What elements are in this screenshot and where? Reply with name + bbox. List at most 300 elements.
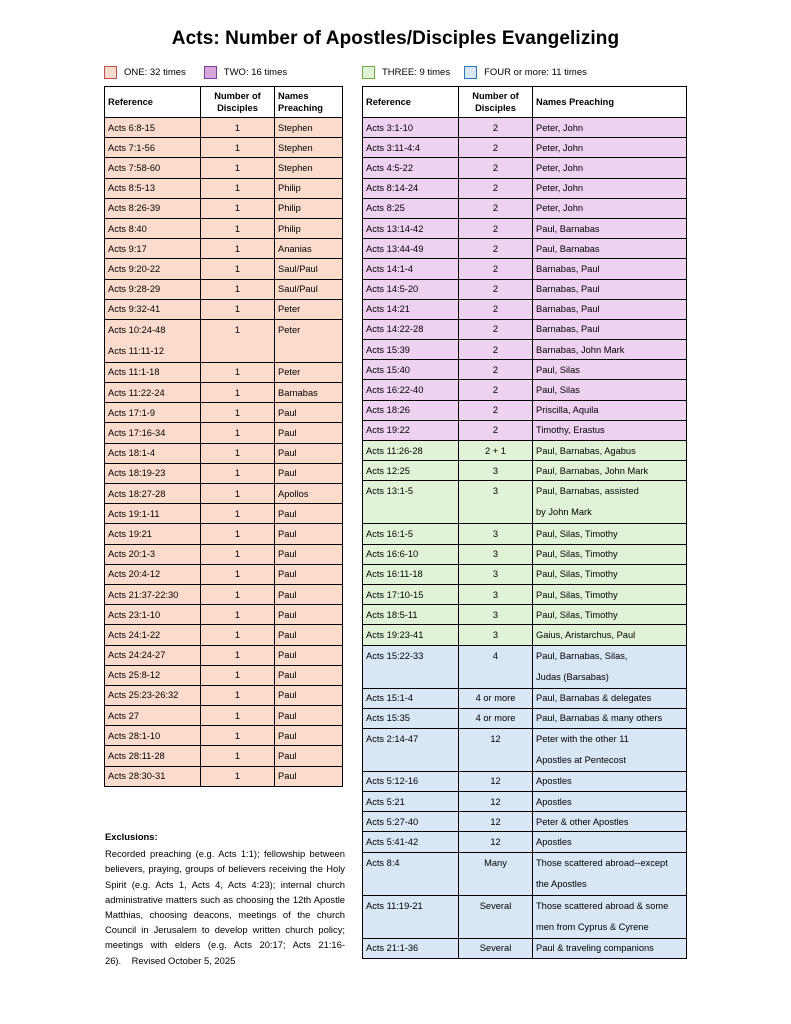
- names-cell: Paul, Silas, Timothy: [533, 605, 687, 625]
- number-cell: 1: [201, 299, 275, 319]
- names-cell: [533, 852, 687, 895]
- exclusions-text: Recorded preaching (e.g. Acts 1:1); fellowship between believers, praying, groups of believers receiving the Holy Spirit (e.g. Acts 1, Acts 4, Acts 4:23); internal church administrative matters such as choosing the 12th Apostle Matthias, choosing deacons, meetings of the church Council in Jerusalem to develop written church policy; meetings with elders (e.g. Acts 20:17; Acts 21:16-26).: [105, 848, 345, 966]
- number-cell: 2: [459, 340, 533, 360]
- table-row: [363, 158, 687, 178]
- reference-cell: Acts 6:8-15: [105, 118, 201, 138]
- table-row: [363, 461, 687, 481]
- reference-cell: Acts 19:22: [363, 420, 459, 440]
- table-row: [363, 771, 687, 791]
- reference-cell: Acts 14:1-4: [363, 259, 459, 279]
- names-cell: Paul: [275, 584, 343, 604]
- table-row: [105, 484, 343, 504]
- names-cell: Stephen: [275, 138, 343, 158]
- names-cell: Apostles: [533, 792, 687, 812]
- table-row: [363, 319, 687, 339]
- names-cell: Paul, Silas, Timothy: [533, 544, 687, 564]
- number-cell: 1: [201, 665, 275, 685]
- table-row: [105, 218, 343, 238]
- table-row: [363, 688, 687, 708]
- number-cell: 1: [201, 138, 275, 158]
- reference-cell: Acts 19:1-11: [105, 504, 201, 524]
- number-cell: 2: [459, 299, 533, 319]
- number-cell: 2 + 1: [459, 441, 533, 461]
- reference-cell: Acts 16:1-5: [363, 524, 459, 544]
- names-cell: Paul, Barnabas: [533, 239, 687, 259]
- names-cell: Paul: [275, 605, 343, 625]
- number-cell: 1: [201, 198, 275, 218]
- reference-cell: Acts 11:22-24: [105, 383, 201, 403]
- reference-cell: Acts 18:1-4: [105, 443, 201, 463]
- header-reference: Reference: [105, 87, 201, 118]
- names-cell: Paul: [275, 544, 343, 564]
- names-cell: Paul & traveling companions: [533, 938, 687, 958]
- table-row: [363, 832, 687, 852]
- table-row: [363, 138, 687, 158]
- names-cell: Apollos: [275, 484, 343, 504]
- reference-cell: Acts 18:27-28: [105, 484, 201, 504]
- reference-cell: Acts 16:22-40: [363, 380, 459, 400]
- reference-cell: Acts 5:21: [363, 792, 459, 812]
- names-cell: [533, 645, 687, 688]
- table-row: [105, 362, 343, 382]
- number-cell: 1: [201, 319, 275, 362]
- number-cell: 2: [459, 360, 533, 380]
- table-row: [363, 544, 687, 564]
- number-cell: 1: [201, 726, 275, 746]
- names-cell: Paul, Barnabas, John Mark: [533, 461, 687, 481]
- revised-date: Revised October 5, 2025: [131, 954, 236, 966]
- names-cell: Barnabas, Paul: [533, 319, 687, 339]
- reference-cell: Acts 12:25: [363, 461, 459, 481]
- names-cell: Saul/Paul: [275, 259, 343, 279]
- reference-cell: Acts 7:1-56: [105, 138, 201, 158]
- names-cell: Paul: [275, 403, 343, 423]
- number-cell: 2: [459, 239, 533, 259]
- names-cell: Philip: [275, 198, 343, 218]
- exclusions-note: [105, 829, 345, 968]
- page-title: Acts: Number of Apostles/Disciples Evangelizing: [171, 28, 620, 49]
- names-cell: Paul, Barnabas, Agabus: [533, 441, 687, 461]
- reference-cell: [105, 319, 201, 362]
- reference-cell: Acts 16:6-10: [363, 544, 459, 564]
- legend-item-one: [104, 66, 186, 79]
- table-row: [105, 158, 343, 178]
- reference-cell: Acts 5:12-16: [363, 771, 459, 791]
- names-cell: Priscilla, Aquila: [533, 400, 687, 420]
- reference-cell: Acts 8:5-13: [105, 178, 201, 198]
- names-cell: Peter, John: [533, 158, 687, 178]
- table-row: [105, 319, 343, 362]
- number-cell: 3: [459, 481, 533, 524]
- reference-cell: Acts 14:22-28: [363, 319, 459, 339]
- number-cell: 2: [459, 420, 533, 440]
- number-cell: 3: [459, 524, 533, 544]
- names-cell: Peter: [275, 319, 343, 362]
- names-cell: Barnabas, Paul: [533, 259, 687, 279]
- legend-label: FOUR or more: 11 times: [484, 66, 587, 78]
- table-row: [363, 380, 687, 400]
- names-cell: Paul, Silas, Timothy: [533, 524, 687, 544]
- table-row: [363, 118, 687, 138]
- number-cell: 3: [459, 584, 533, 604]
- exclusions-heading: Exclusions:: [105, 831, 158, 842]
- names-cell: Stephen: [275, 158, 343, 178]
- reference-cell: Acts 11:19-21: [363, 895, 459, 938]
- table-row: [105, 259, 343, 279]
- names-cell: Paul, Barnabas & many others: [533, 708, 687, 728]
- names-cell: Paul: [275, 625, 343, 645]
- names-cell: Paul: [275, 524, 343, 544]
- reference-cell-line: Acts 10:24-48: [108, 324, 166, 335]
- table-row: [363, 198, 687, 218]
- names-cell: Saul/Paul: [275, 279, 343, 299]
- reference-cell: Acts 24:24-27: [105, 645, 201, 665]
- number-cell: 2: [459, 279, 533, 299]
- legend-swatch: [204, 66, 217, 79]
- number-cell: 1: [201, 239, 275, 259]
- number-cell: 1: [201, 259, 275, 279]
- number-cell: 3: [459, 564, 533, 584]
- table-row: [363, 481, 687, 524]
- reference-cell: Acts 11:26-28: [363, 441, 459, 461]
- table-row: [363, 584, 687, 604]
- reference-cell: Acts 9:20-22: [105, 259, 201, 279]
- reference-cell: Acts 8:25: [363, 198, 459, 218]
- number-cell: 4: [459, 645, 533, 688]
- names-cell: Barnabas, Paul: [533, 279, 687, 299]
- names-cell: Paul: [275, 766, 343, 786]
- names-cell: Philip: [275, 218, 343, 238]
- number-cell: 4 or more: [459, 688, 533, 708]
- table-row: [105, 584, 343, 604]
- names-cell: Gaius, Aristarchus, Paul: [533, 625, 687, 645]
- names-cell-line: by John Mark: [536, 507, 592, 518]
- legend-swatch: [104, 66, 117, 79]
- legend-label: THREE: 9 times: [382, 66, 451, 78]
- names-cell: Paul, Silas: [533, 360, 687, 380]
- reference-cell: Acts 18:19-23: [105, 463, 201, 483]
- number-cell: 2: [459, 218, 533, 238]
- table-row: [363, 728, 687, 771]
- reference-cell: Acts 14:21: [363, 299, 459, 319]
- names-cell-line: the Apostles: [536, 878, 587, 889]
- reference-cell: Acts 17:1-9: [105, 403, 201, 423]
- names-cell: Paul: [275, 706, 343, 726]
- reference-cell: Acts 28:11-28: [105, 746, 201, 766]
- table-row: [105, 423, 343, 443]
- table-row: [363, 812, 687, 832]
- names-cell: Paul: [275, 726, 343, 746]
- number-cell: 1: [201, 544, 275, 564]
- number-cell: 1: [201, 746, 275, 766]
- table-row: [363, 938, 687, 958]
- table-row: [105, 279, 343, 299]
- legend-right: [362, 64, 597, 80]
- reference-cell: Acts 3:1-10: [363, 118, 459, 138]
- table-row: [363, 645, 687, 688]
- table-row: [105, 706, 343, 726]
- number-cell: 1: [201, 766, 275, 786]
- names-cell: Timothy, Erastus: [533, 420, 687, 440]
- table-row: [105, 198, 343, 218]
- number-cell: 12: [459, 771, 533, 791]
- legend-item-two: [204, 66, 287, 79]
- names-cell: Paul: [275, 685, 343, 705]
- number-cell: 3: [459, 625, 533, 645]
- names-cell: Paul: [275, 423, 343, 443]
- number-cell: 1: [201, 158, 275, 178]
- reference-cell: Acts 13:1-5: [363, 481, 459, 524]
- number-cell: 3: [459, 605, 533, 625]
- reference-cell: Acts 15:1-4: [363, 688, 459, 708]
- reference-cell: Acts 15:39: [363, 340, 459, 360]
- reference-cell: Acts 25:23-26:32: [105, 685, 201, 705]
- reference-cell: Acts 8:26-39: [105, 198, 201, 218]
- reference-cell: Acts 21:1-36: [363, 938, 459, 958]
- number-cell: 4 or more: [459, 708, 533, 728]
- reference-cell: Acts 19:23-41: [363, 625, 459, 645]
- legend-swatch: [362, 66, 375, 79]
- reference-cell: Acts 20:1-3: [105, 544, 201, 564]
- number-cell: 1: [201, 524, 275, 544]
- table-row: [363, 400, 687, 420]
- header-names: Names Preaching: [275, 87, 343, 118]
- number-cell: Many: [459, 852, 533, 895]
- table-row: [105, 239, 343, 259]
- reference-cell: Acts 3:11-4:4: [363, 138, 459, 158]
- reference-cell: Acts 27: [105, 706, 201, 726]
- names-cell-line: Peter with the other 11: [536, 733, 629, 744]
- reference-cell: Acts 8:4: [363, 852, 459, 895]
- number-cell: 1: [201, 484, 275, 504]
- table-row: [363, 259, 687, 279]
- reference-cell: Acts 13:14-42: [363, 218, 459, 238]
- table-row: [363, 340, 687, 360]
- names-cell: Barnabas, Paul: [533, 299, 687, 319]
- reference-cell: Acts 9:17: [105, 239, 201, 259]
- reference-cell: Acts 7:58-60: [105, 158, 201, 178]
- number-cell: 12: [459, 832, 533, 852]
- number-cell: 1: [201, 504, 275, 524]
- table-row: [105, 463, 343, 483]
- table-row: [363, 299, 687, 319]
- reference-cell: Acts 14:5-20: [363, 279, 459, 299]
- names-cell: Apostles: [533, 832, 687, 852]
- table-row: [105, 665, 343, 685]
- table-row: [363, 605, 687, 625]
- number-cell: 1: [201, 403, 275, 423]
- number-cell: 1: [201, 584, 275, 604]
- table-row: [363, 420, 687, 440]
- number-cell: 1: [201, 685, 275, 705]
- table-row: [363, 895, 687, 938]
- reference-cell: Acts 4:5-22: [363, 158, 459, 178]
- table-row: [363, 625, 687, 645]
- table-row: [105, 138, 343, 158]
- number-cell: 1: [201, 118, 275, 138]
- table-row: [105, 178, 343, 198]
- table-row: [105, 118, 343, 138]
- header-number: Number of Disciples: [201, 87, 275, 118]
- names-cell: [533, 895, 687, 938]
- number-cell: 2: [459, 138, 533, 158]
- legend-swatch: [464, 66, 477, 79]
- header-reference: Reference: [363, 87, 459, 118]
- reference-cell: Acts 17:16-34: [105, 423, 201, 443]
- number-cell: 2: [459, 259, 533, 279]
- reference-cell: Acts 15:40: [363, 360, 459, 380]
- table-row: [363, 564, 687, 584]
- names-cell: Paul, Barnabas & delegates: [533, 688, 687, 708]
- number-cell: 12: [459, 792, 533, 812]
- table-row: [105, 766, 343, 786]
- names-cell: [533, 481, 687, 524]
- names-cell: Peter & other Apostles: [533, 812, 687, 832]
- number-cell: 1: [201, 564, 275, 584]
- names-cell: Peter, John: [533, 178, 687, 198]
- reference-cell: Acts 5:41-42: [363, 832, 459, 852]
- names-cell: Barnabas, John Mark: [533, 340, 687, 360]
- reference-cell: Acts 20:4-12: [105, 564, 201, 584]
- one-disciple-table: [104, 86, 343, 787]
- number-cell: 3: [459, 544, 533, 564]
- table-row: [363, 524, 687, 544]
- table-row: [363, 708, 687, 728]
- table-row: [105, 403, 343, 423]
- table-row: [105, 504, 343, 524]
- reference-cell-line: Acts 11:11-12: [108, 345, 164, 356]
- table-row: [105, 299, 343, 319]
- table-row: [363, 239, 687, 259]
- number-cell: 1: [201, 645, 275, 665]
- names-cell: Peter, John: [533, 118, 687, 138]
- table-row: [105, 726, 343, 746]
- names-cell: Peter: [275, 299, 343, 319]
- names-cell: Paul, Silas: [533, 380, 687, 400]
- legend-item-three: [362, 66, 450, 79]
- number-cell: 1: [201, 706, 275, 726]
- reference-cell: Acts 5:27-40: [363, 812, 459, 832]
- legend-label: ONE: 32 times: [124, 66, 186, 78]
- names-cell: Apostles: [533, 771, 687, 791]
- number-cell: 1: [201, 443, 275, 463]
- names-cell: Philip: [275, 178, 343, 198]
- names-cell-line: Apostles at Pentecost: [536, 754, 626, 765]
- names-cell: Paul, Silas, Timothy: [533, 584, 687, 604]
- table-row: [105, 645, 343, 665]
- names-cell-line: Paul, Barnabas, assisted: [536, 486, 639, 497]
- table-row: [105, 625, 343, 645]
- names-cell: Paul: [275, 645, 343, 665]
- reference-cell: Acts 9:32-41: [105, 299, 201, 319]
- number-cell: 1: [201, 423, 275, 443]
- names-cell: Ananias: [275, 239, 343, 259]
- number-cell: 1: [201, 625, 275, 645]
- table-row: [105, 746, 343, 766]
- number-cell: 2: [459, 178, 533, 198]
- table-row: [105, 605, 343, 625]
- table-row: [363, 852, 687, 895]
- table-row: [105, 544, 343, 564]
- table-row: [363, 218, 687, 238]
- reference-cell: Acts 9:28-29: [105, 279, 201, 299]
- legend-item-four: [464, 66, 587, 79]
- number-cell: 1: [201, 218, 275, 238]
- names-cell-line: Judas (Barsabas): [536, 671, 609, 682]
- reference-cell: Acts 11:1-18: [105, 362, 201, 382]
- names-cell: Paul: [275, 665, 343, 685]
- table-row: [363, 792, 687, 812]
- number-cell: 1: [201, 605, 275, 625]
- reference-cell: Acts 23:1-10: [105, 605, 201, 625]
- names-cell: Paul: [275, 746, 343, 766]
- reference-cell: Acts 18:26: [363, 400, 459, 420]
- names-cell-line: men from Cyprus & Cyrene: [536, 921, 649, 932]
- number-cell: 2: [459, 319, 533, 339]
- names-cell-line: Paul, Barnabas, Silas,: [536, 650, 628, 661]
- names-cell-line: Those scattered abroad & some: [536, 900, 669, 911]
- number-cell: 12: [459, 812, 533, 832]
- reference-cell: Acts 2:14-47: [363, 728, 459, 771]
- reference-cell: Acts 16:11-18: [363, 564, 459, 584]
- reference-cell: Acts 19:21: [105, 524, 201, 544]
- names-cell: Peter, John: [533, 198, 687, 218]
- names-cell: Paul, Barnabas: [533, 218, 687, 238]
- reference-cell: Acts 13:44-49: [363, 239, 459, 259]
- table-row: [363, 441, 687, 461]
- reference-cell: Acts 21:37-22:30: [105, 584, 201, 604]
- names-cell: Paul: [275, 504, 343, 524]
- names-cell: Stephen: [275, 118, 343, 138]
- number-cell: 2: [459, 380, 533, 400]
- table-row: [105, 443, 343, 463]
- number-cell: Several: [459, 895, 533, 938]
- table-row: [105, 524, 343, 544]
- reference-cell: Acts 28:30-31: [105, 766, 201, 786]
- reference-cell: Acts 28:1-10: [105, 726, 201, 746]
- legend-label: TWO: 16 times: [223, 66, 288, 78]
- table-row: [363, 178, 687, 198]
- reference-cell: Acts 17:10-15: [363, 584, 459, 604]
- number-cell: 2: [459, 400, 533, 420]
- reference-cell: Acts 24:1-22: [105, 625, 201, 645]
- number-cell: 12: [459, 728, 533, 771]
- names-cell: Paul: [275, 564, 343, 584]
- number-cell: 2: [459, 158, 533, 178]
- header-number: Number of Disciples: [459, 87, 533, 118]
- number-cell: 1: [201, 362, 275, 382]
- table-row: [363, 360, 687, 380]
- reference-cell: Acts 15:35: [363, 708, 459, 728]
- number-cell: 2: [459, 118, 533, 138]
- reference-cell: Acts 15:22-33: [363, 645, 459, 688]
- header-names: Names Preaching: [533, 87, 687, 118]
- reference-cell: Acts 25:8-12: [105, 665, 201, 685]
- number-cell: 3: [459, 461, 533, 481]
- number-cell: 1: [201, 279, 275, 299]
- number-cell: 1: [201, 383, 275, 403]
- names-cell: Paul, Silas, Timothy: [533, 564, 687, 584]
- names-cell: [533, 728, 687, 771]
- names-cell: Barnabas: [275, 383, 343, 403]
- names-cell: Paul: [275, 463, 343, 483]
- number-cell: 2: [459, 198, 533, 218]
- names-cell-line: Those scattered abroad--except: [536, 857, 668, 868]
- names-cell: Paul: [275, 443, 343, 463]
- number-cell: Several: [459, 938, 533, 958]
- legend-left: [104, 64, 297, 80]
- table-row: [363, 279, 687, 299]
